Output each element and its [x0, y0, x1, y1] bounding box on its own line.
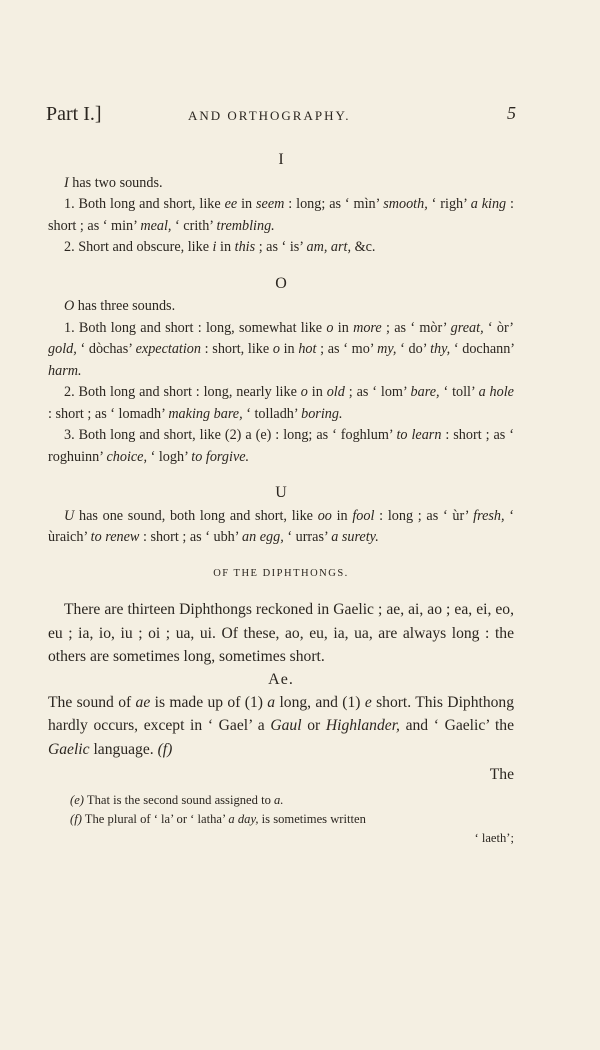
paragraph: 1. Both long and short : long, somewhat like o in more ; as ‘ mòr’ great, ‘ òr’ gold, ‘ dòchas’ expectation : short, like o in hot ; as ‘ mo’ my, ‘ do’ thy, ‘ dochann’ harm. — [48, 319, 514, 379]
paragraph: 3. Both long and short, like (2) a (e) : long; as ‘ foghlum’ to learn : short ; as ‘ roghuinn’ choice, ‘ logh’ to forgive. — [48, 427, 514, 465]
paragraph: The sound of ae is made up of (1) a long, and (1) e short. This Diphthong hardly occurs, except in ‘ Gael’ a Gaul or Highlander, and ‘ Gaelic’ the Gaelic language. (f) — [48, 693, 515, 758]
section-heading-o: O — [275, 274, 287, 292]
paragraph: I has two sounds. — [64, 174, 163, 191]
ae-heading: Ae. — [268, 670, 294, 688]
paragraph: 1. Both long and short, like ee in seem : long; as ‘ mìn’ smooth, ‘ righ’ a king : short ; as ‘ min’ meal, ‘ crith’ trembling. — [48, 196, 515, 234]
running-title: AND ORTHOGRAPHY. — [188, 108, 351, 123]
paragraph: There are thirteen Diphthongs reckoned in Gaelic ; ae, ai, ao ; ea, ei, eo, eu ; ia, io, iu ; oi ; ua, ui. Of these, ao, eu, ia, ua, are always long : the others are sometimes long, sometimes short. — [48, 601, 514, 665]
paragraph: 2. Short and obscure, like i in this ; as ‘ is’ am, art, &c. — [64, 239, 376, 255]
running-header — [46, 103, 516, 133]
part-label: Part I.] — [46, 103, 102, 125]
page-body — [48, 145, 514, 848]
page-number: 5 — [507, 103, 516, 123]
diphthongs-heading: OF THE DIPHTHONGS. — [213, 567, 349, 579]
paragraph: 2. Both long and short : long, nearly like o in old ; as ‘ lom’ bare, ‘ toll’ a hole : short ; as ‘ lomadh’ making bare, ‘ tolladh’ boring. — [48, 384, 514, 422]
catchword: The — [489, 766, 514, 783]
footnote-f-continuation: ‘ laeth’; — [474, 830, 514, 845]
footnote-f: (f) The plural of ‘ la’ or ‘ latha’ a day, is sometimes written — [70, 811, 366, 826]
footnote-e: (e) That is the second sound assigned to a. — [70, 792, 284, 807]
paragraph: O has three sounds. — [64, 298, 176, 314]
footnotes — [48, 791, 514, 848]
section-heading-i: I — [278, 151, 284, 168]
paragraph: U has one sound, both long and short, like oo in fool : long ; as ‘ ùr’ fresh, ‘ ùraich’ to renew : short ; as ‘ ubh’ an egg, ‘ urras’ a surety. — [48, 507, 514, 545]
section-heading-u: U — [275, 484, 287, 501]
